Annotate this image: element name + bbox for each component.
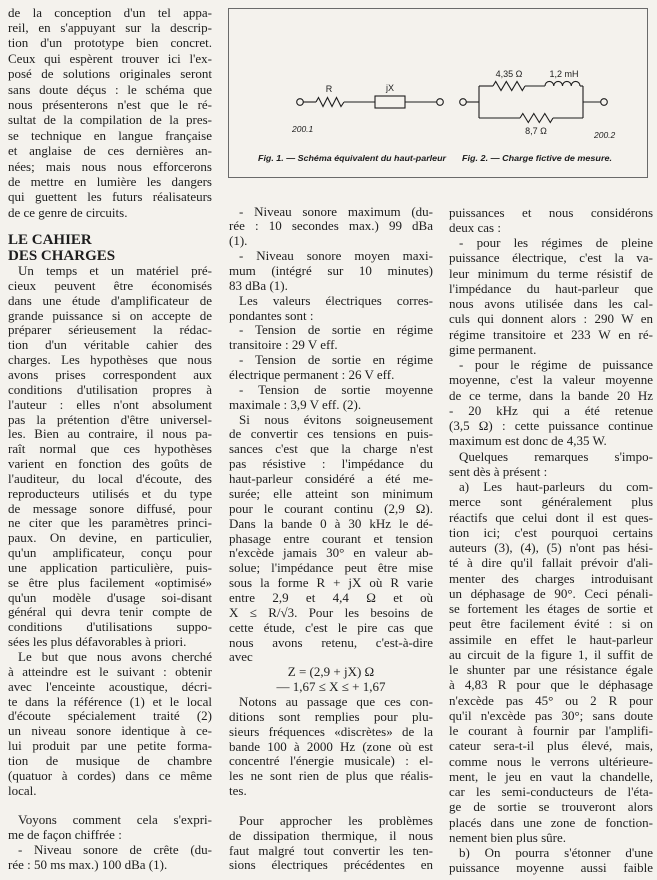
circuit-figures — [228, 8, 648, 178]
text-line: Les valeurs électriques corres- — [239, 293, 433, 308]
text-line: concentré l'énergie musicale) : el- — [229, 754, 433, 769]
text-line: pas résistive : l'impédance du — [229, 457, 433, 472]
text-line: tion d'un prototype bien concret. — [8, 35, 212, 51]
text-line: sent dès à présent : — [449, 463, 548, 479]
text-line: deux cas : — [449, 219, 501, 235]
text-line: culs qui donnent alors : 290 W en — [449, 311, 653, 327]
paragraph — [229, 249, 433, 294]
text-line: sultat de la compilation de la pres- — [8, 112, 212, 128]
equation-line: Z = (2,9 + jX) Ω — [287, 665, 375, 680]
text-line: Un temps et un matériel pré- — [18, 264, 212, 279]
paragraph — [8, 813, 212, 843]
fig1-resistor-label: R — [325, 84, 333, 94]
fig2-circuit — [460, 69, 616, 163]
text-line: l'impédance du haut-parleur que — [449, 280, 653, 296]
text-line: n'excède jamais 30° en valeur ab- — [229, 546, 433, 561]
text-line: lui produit par une petite forma- — [8, 739, 212, 754]
text-line: avec l'enceinte acoustique, décri- — [8, 679, 212, 694]
text-line: à 4,83 R pour que le déphasage — [449, 677, 653, 693]
text-line: bande 100 à 2000 Hz (zone où est — [229, 739, 433, 754]
text-line: un niveau sonore identique à ce- — [8, 724, 212, 739]
text-line: gime permanent. — [449, 341, 537, 357]
text-line: Quelques remarques s'impo- — [459, 448, 653, 464]
text-line: sances c'est que la charge n'est — [229, 442, 433, 457]
blank-line — [8, 798, 212, 813]
text-line: rée : 50 ms max.) 100 dBa (1). — [8, 857, 168, 872]
text-line: Pour approcher les problèmes — [239, 813, 433, 828]
fig1-circuit — [258, 83, 447, 163]
heading-line: LE CAHIER — [8, 232, 92, 249]
paragraph — [449, 235, 653, 357]
text-line: ge de sortie se trouveront alors — [449, 799, 653, 815]
text-line: électrique permanent : 26 V eff. — [229, 368, 395, 383]
fig2-shunt-resistor-label: 8,7 Ω — [525, 126, 547, 136]
text-line: qui guettent les futurs réalisateurs — [8, 189, 212, 205]
text-line: se technique en langue française — [8, 127, 212, 143]
fig2-output-terminal — [601, 99, 608, 106]
text-line: au circuit de la figure 1, il suffit de — [449, 646, 653, 662]
text-line: ment, le jeu en vaut la chandelle, — [449, 768, 653, 784]
text-line: - pour le régime de puissance — [459, 357, 653, 373]
text-line: faut malgré tout convertir les ten- — [229, 843, 433, 858]
text-line: moyenne, c'est la valeur moyenne — [449, 372, 653, 388]
text-line: dans une étude d'amplificateur de — [8, 293, 212, 308]
text-line: Le but que nous avons cherché — [18, 650, 212, 664]
text-column-1 — [8, 5, 212, 873]
text-line: - Niveau sonore de crête (du- — [18, 842, 212, 857]
text-line: merce sont généralement plus — [449, 494, 653, 510]
text-line: comme nous le verrons ultérieure- — [449, 753, 653, 769]
text-line: ne citer que les paramètres princi- — [8, 516, 212, 531]
text-line: et anglaise de ces dernières an- — [8, 143, 212, 159]
fig2-series-resistor-label: 4,35 Ω — [495, 69, 523, 79]
text-line: nous présenterons n'est que le ré- — [8, 96, 212, 112]
section-heading — [8, 232, 212, 264]
text-line: assimile en effet le haut-parleur — [449, 631, 653, 647]
fig2-inductor-label: 1,2 mH — [549, 69, 579, 79]
text-line: té à dire qu'il fallait prévoir d'ali- — [449, 555, 653, 571]
text-line: nous avons utilisée dans les cal- — [449, 296, 653, 312]
text-line: avons prises correspondent aux — [8, 367, 212, 382]
text-line: - pour les régimes de pleine — [459, 235, 653, 251]
text-line: car les semi-conducteurs de l'éta- — [449, 784, 653, 800]
text-line: auteurs (3), (4), (5) n'ont pas hési- — [449, 540, 653, 556]
text-line: entre 2,9 et 4,4 Ω et où — [229, 590, 433, 605]
text-line: cieux peuvent être économisés — [8, 278, 212, 293]
text-line: (quatuor à cordes) dans ce même — [8, 768, 212, 783]
text-line: préparer sérieusement la rédac- — [8, 323, 212, 338]
text-line: 83 dBa (1). — [229, 278, 288, 293]
text-line: avec — [229, 650, 253, 665]
fig1-input-terminal — [297, 99, 304, 106]
fig2-caption: Fig. 2. — Charge fictive de mesure. — [462, 153, 612, 163]
paragraph — [449, 845, 653, 876]
text-line: pour le courant continu (2,9 Ω). — [229, 501, 433, 516]
paragraph — [229, 814, 433, 873]
text-line: - Tension de sortie en régime — [239, 323, 433, 338]
paragraph — [8, 264, 212, 650]
text-line: le courant à fournir par l'amplifi- — [449, 723, 653, 739]
text-line: Notons au passage que ces con- — [239, 694, 433, 709]
text-line: conditions d'utilisation propres à — [8, 382, 212, 397]
paragraph — [229, 205, 433, 250]
text-line: le shunter par une résistance égale — [449, 662, 653, 678]
text-line: phasage entre courant et tension — [229, 531, 433, 546]
paragraph — [229, 353, 433, 383]
text-line: sées les plus défavorables à priori. — [8, 635, 187, 650]
text-line: cateur sera-t-il plus élevé, mais, — [449, 738, 653, 754]
text-line: les. Bien au contraire, il nous pa- — [8, 427, 212, 442]
text-line: qu'il n'excède pas 30°; sans doute — [449, 707, 653, 723]
text-line: se fortement les étages de sortie et — [449, 601, 653, 617]
text-line: sieurs fréquences «discrètes» de la — [229, 724, 433, 739]
text-line: grande puissance si on accepte de — [8, 308, 212, 323]
text-line: qu'un modèle d'usage soi-disant — [8, 590, 212, 605]
paragraph — [229, 413, 433, 666]
text-column-2 — [229, 205, 433, 874]
text-line: X ≤ R/√3. Pour les besoins de — [229, 605, 433, 620]
fig2-input-terminal — [460, 99, 467, 106]
text-line: de la conception d'un tel appa- — [8, 4, 212, 20]
text-line: les ne sont rien de plus que réalis- — [229, 769, 433, 784]
paragraph — [449, 357, 653, 449]
text-line: rée : 10 secondes max.) 99 dBa — [229, 219, 433, 234]
equation — [229, 665, 433, 695]
text-line: menter des charges introduisant — [449, 570, 653, 586]
text-line: - Tension de sortie en régime — [239, 353, 433, 368]
paragraph — [8, 650, 212, 798]
text-line: pas la prétention d'être universel- — [8, 412, 212, 427]
text-line: maximale : 3,9 V eff. (2). — [229, 397, 362, 412]
text-line: sions électriques précédentes en — [229, 858, 433, 873]
text-line: paux. On devine, en particulier, — [8, 531, 212, 546]
text-line: de convertir ces tensions en puis- — [229, 427, 433, 442]
text-line: ditions sont remplies pour plu- — [229, 709, 433, 724]
text-line: tes. — [229, 784, 247, 799]
equation-line: — 1,67 ≤ X ≤ + 1,67 — [276, 680, 386, 695]
text-line: pondantes sont : — [229, 308, 314, 323]
text-line: de ce terme, dans la bande 20 Hz — [449, 387, 653, 403]
text-line: de dissipation thermique, il nous — [229, 828, 433, 843]
text-line: Ceux qui espèrent trouver ici l'ex- — [8, 50, 212, 66]
paragraph — [229, 323, 433, 353]
paragraph — [8, 5, 212, 220]
fig1-reactance-box — [375, 96, 405, 108]
paragraph — [449, 205, 653, 236]
text-line: (3,5 Ω) : cette puissance continue — [449, 418, 653, 434]
text-line: régime transitoire et 233 W en ré- — [449, 326, 653, 342]
text-line: une application particulière, puis- — [8, 560, 212, 575]
text-line: a) Les haut-parleurs du com- — [459, 479, 653, 495]
text-line: qu'un amplificateur, conçu pour — [8, 546, 212, 561]
text-line: local. — [8, 783, 37, 798]
text-line: varient en fonction des goûts de — [8, 457, 212, 472]
text-line: (1). — [229, 234, 248, 249]
text-line: Si nous évitons soigneusement — [239, 412, 433, 427]
text-line: puissance moyenne aussi faible — [449, 860, 653, 876]
text-line: l'auteur : elles n'ont absolument — [8, 397, 212, 412]
text-line: conditions d'utilisations suppo- — [8, 620, 212, 635]
text-line: Voyons comment cela s'expri- — [18, 813, 212, 828]
text-line: à atteindre est le suivant : obtenir — [8, 664, 212, 679]
text-line: Dans la bande 0 à 30 kHz le dé- — [229, 516, 433, 531]
text-line: l'auditeur, du local d'écoute, des — [8, 471, 212, 486]
paragraph — [229, 695, 433, 799]
text-line: - Tension de sortie moyenne — [239, 382, 433, 397]
text-line: haut-parleur considéré a été me- — [229, 472, 433, 487]
fig1-reactance-label: jX — [385, 83, 395, 93]
text-line: reil, en s'appuyant sur la descrip- — [8, 19, 212, 35]
text-line: un déphasage de 90°. Ceci pénali- — [449, 585, 653, 601]
text-line: transitoire : 29 V eff. — [229, 338, 338, 353]
fig2-series-resistor — [493, 82, 525, 91]
fig2-reference-number: 200.2 — [594, 130, 616, 140]
paragraph — [449, 479, 653, 845]
text-line: d'écoute spécialement traité (2) — [8, 709, 212, 724]
text-line: - Niveau sonore maximum (du- — [239, 204, 433, 219]
text-line: charges. Les hypothèses que nous — [8, 353, 212, 368]
text-line: tion de musique de chambre — [8, 753, 212, 768]
text-line: mum (intégré sur 10 minutes) — [229, 264, 433, 279]
blank-line — [229, 799, 433, 814]
text-line: te dans la référence (1) et le local — [8, 694, 212, 709]
text-line: posé de solutions originales seront — [8, 66, 212, 82]
fig1-resistor — [316, 98, 344, 107]
text-line: me de façon chiffrée : — [8, 828, 122, 843]
text-line: peut être facilement évité : si on — [449, 616, 653, 632]
text-line: nement bien plus sûre. — [449, 829, 566, 845]
text-line: nous avons retenu, c'est-à-dire — [229, 635, 433, 650]
text-column-3 — [449, 205, 653, 876]
text-line: reproducteurs utilisés et du type — [8, 486, 212, 501]
text-line: de mettre en lumière les dangers — [8, 173, 212, 189]
text-line: général qui devra tenir compte de — [8, 605, 212, 620]
text-line: se être plus facilement «optimisé» — [8, 575, 212, 590]
fig1-output-terminal — [437, 99, 444, 106]
text-line: cette étude, c'est le pire cas que — [229, 620, 433, 635]
paragraph — [449, 449, 653, 480]
text-line: sans doute déçus : le schéma que — [8, 81, 212, 97]
text-line: raît normal que ces hypothèses — [8, 442, 212, 457]
paragraph — [229, 294, 433, 324]
heading-line: DES CHARGES — [8, 248, 116, 265]
text-line: surée; elle atteint son minimum — [229, 486, 433, 501]
text-line: puissance électrique, c'est la va- — [449, 250, 653, 266]
fig2-shunt-resistor — [520, 114, 553, 123]
fig1-reference-number: 200.1 — [292, 124, 314, 134]
text-line: leur minimum du terme résistif de — [449, 265, 653, 281]
text-line: de ce genre de circuits. — [8, 204, 128, 220]
text-line: sous la forme R + jX où R varie — [229, 576, 433, 591]
figure-panel — [228, 8, 648, 178]
text-line: tion d'un véritable cahier des — [8, 338, 212, 353]
fig1-caption: Fig. 1. — Schéma équivalent du haut-parleur — [258, 153, 447, 163]
text-line: puissances et nous considérons — [449, 204, 653, 220]
text-line: b) On pourra s'étonner d'une — [459, 845, 653, 861]
text-line: n'excède pas 45° ou 2 R pour — [449, 692, 653, 708]
text-line: réactifs que celui dont il est ques- — [449, 509, 653, 525]
paragraph — [8, 843, 212, 873]
text-line: maximum est donc de 4,35 W. — [449, 433, 607, 449]
text-line: nées; mais nous nous efforcerons — [8, 158, 212, 174]
text-line: tion ici; c'est pourquoi certains — [449, 524, 653, 540]
text-line: placés dans une zone de fonction- — [449, 814, 653, 830]
paragraph — [229, 383, 433, 413]
text-line: de message sonore diffusé, pour — [8, 501, 212, 516]
text-line: - 20 kHz qui a été retenue — [449, 402, 653, 418]
text-line: solue; l'impédance peut être mise — [229, 561, 433, 576]
text-line: - Niveau sonore moyen maxi- — [239, 249, 433, 264]
fig2-inductor — [545, 81, 580, 86]
